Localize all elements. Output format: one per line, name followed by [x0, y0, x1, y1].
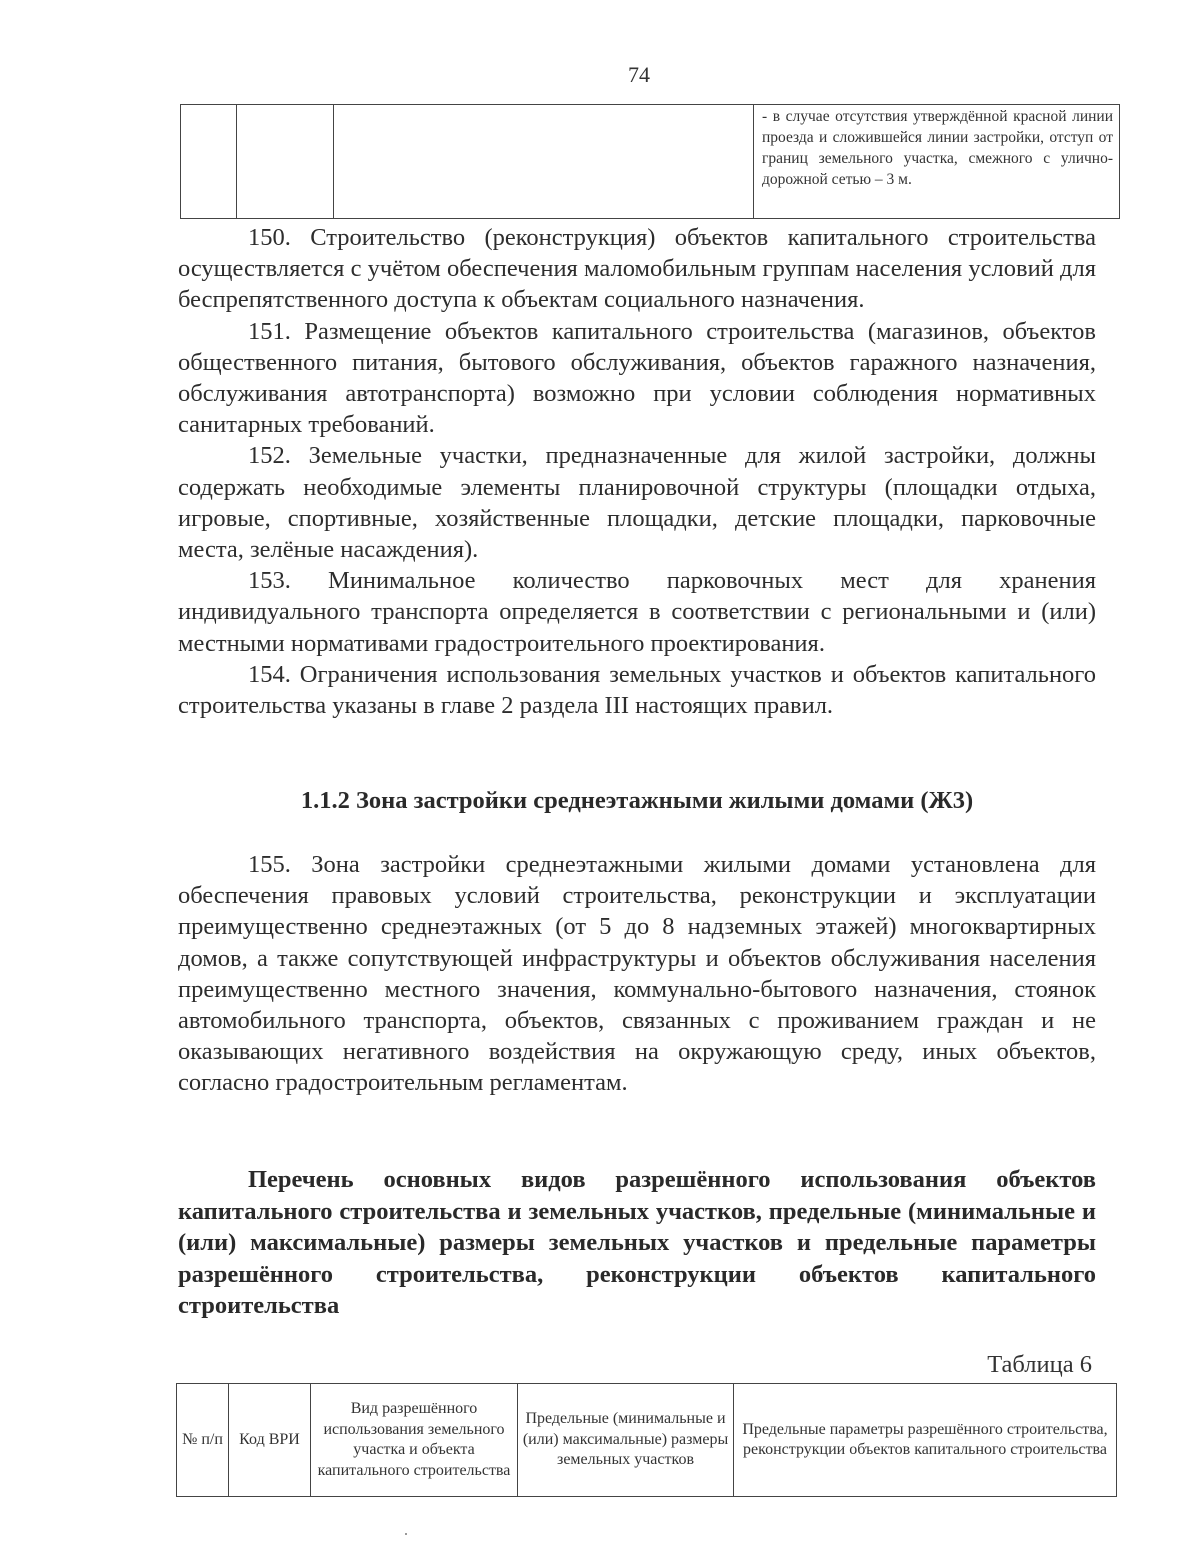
- header-params: Предельные параметры разрешённого строительства, реконструкции объектов капитального строительства: [734, 1384, 1117, 1497]
- paragraph-155-block: [178, 849, 1096, 1099]
- list-heading: Перечень основных видов разрешённого использования объектов капитального строительства и земельных участков, предельные (минимальные и (или) максимальные) размеры земельных участков и предельные параметры разрешённого строительства, реконструкции объектов капитального строительства: [178, 1166, 1096, 1319]
- cont-cell-params: [754, 105, 1120, 219]
- table-caption: Таблица 6: [987, 1351, 1092, 1378]
- paragraph-154: 154. Ограничения использования земельных участков и объектов капитального строительства указаны в главе 2 раздела III настоящих правил.: [178, 660, 1096, 720]
- paragraph-150: 150. Строительство (реконструкция) объектов капитального строительства осуществляется с учётом обеспечения маломобильным группам населения условий для беспрепятственного доступа к объектам социального назначения.: [178, 224, 1096, 314]
- header-code: Код ВРИ: [229, 1384, 311, 1497]
- paragraph-151: 151. Размещение объектов капитального строительства (магазинов, объектов общественного питания, бытового обслуживания, объектов гаражного назначения, обслуживания автотранспорта) возможно при условии соблюдения нормативных санитарных требований.: [178, 317, 1096, 439]
- cont-cell-code: [237, 105, 334, 219]
- header-use-type: Вид разрешённого использования земельного участка и объекта капитального строительства: [311, 1384, 518, 1497]
- paragraphs-block: [178, 222, 1096, 721]
- paragraph-152: 152. Земельные участки, предназначенные для жилой застройки, должны содержать необходимые элементы планировочной структуры (площадки отдыха, игровые, спортивные, хозяйственные площадки, детские площадки, парковочные места, зелёные насаждения).: [178, 442, 1096, 564]
- paragraph-155: 155. Зона застройки среднеэтажными жилыми домами установлена для обеспечения правовых условий строительства, реконструкции и эксплуатации преимущественно среднеэтажных (от 5 до 8 надземных этажей) многоквартирных домов, а также сопутствующей инфраструктуры и объектов обслуживания населения преимущественно местного значения, коммунально-бытового назначения, стоянок автомобильного транспорта, объектов, связанных с проживанием граждан и не оказывающих негативного воздействия на окружающую среду, иных объектов, согласно градостроительным регламентам.: [178, 851, 1096, 1097]
- section-heading: 1.1.2 Зона застройки среднеэтажными жилыми домами (Ж3): [300, 787, 974, 814]
- table-6: [176, 1383, 1117, 1497]
- continuation-table: [180, 104, 1120, 219]
- cont-cell-num: [181, 105, 237, 219]
- header-plot-sizes: Предельные (минимальные и (или) максимальные) размеры земельных участков: [518, 1384, 734, 1497]
- scan-speck: [405, 1533, 407, 1535]
- header-num: № п/п: [177, 1384, 229, 1497]
- paragraph-153: 153. Минимальное количество парковочных мест для хранения индивидуального транспорта определяется в соответствии с региональными и (или) местными нормативами градостроительного проектирования.: [178, 567, 1096, 657]
- cont-cell-use: [334, 105, 754, 219]
- page-number: 74: [628, 62, 650, 87]
- cont-cell-text: - в случае отсутствия утверждённой красной линии проезда и сложившейся линии застройки, отступ от границ земельного участка, смежного с улично-дорожной сетью – 3 м.: [762, 108, 1113, 188]
